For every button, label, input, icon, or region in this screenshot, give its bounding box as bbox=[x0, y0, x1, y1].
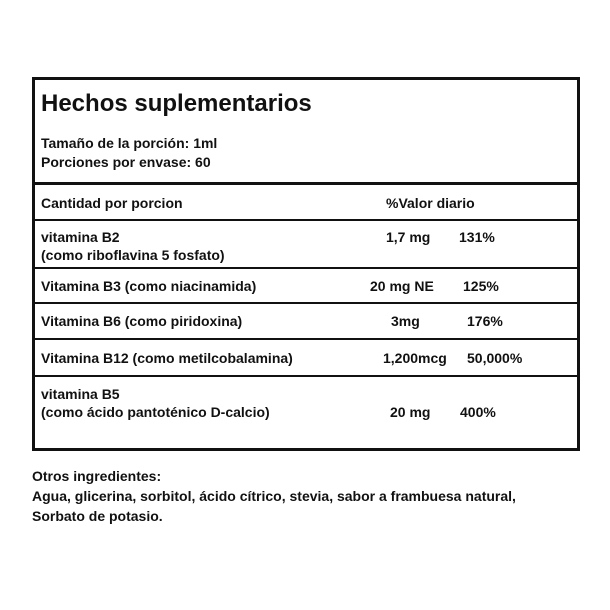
nutrient-name: Vitamina B3 (como niacinamida) bbox=[41, 278, 257, 294]
nutrient-name: Vitamina B12 (como metilcobalamina) bbox=[41, 350, 293, 366]
table-header-row bbox=[35, 185, 577, 221]
table-row bbox=[35, 269, 577, 304]
nutrient-amount: 20 mg NE bbox=[370, 278, 434, 294]
daily-value-header: %Valor diario bbox=[386, 195, 475, 211]
nutrient-amount: 20 mg bbox=[390, 404, 431, 420]
nutrient-name: vitamina B2 bbox=[41, 229, 120, 245]
nutrient-daily-value: 50,000% bbox=[467, 350, 523, 366]
amount-per-serving-header: Cantidad por porcion bbox=[41, 195, 183, 211]
servings-per-container: Porciones por envase: 60 bbox=[41, 154, 211, 170]
nutrient-form: (como riboflavina 5 fosfato) bbox=[41, 247, 225, 263]
nutrient-daily-value: 176% bbox=[467, 313, 503, 329]
table-row bbox=[35, 304, 577, 340]
nutrient-daily-value: 125% bbox=[463, 278, 499, 294]
nutrient-name: vitamina B5 bbox=[41, 386, 120, 402]
nutrient-daily-value: 131% bbox=[459, 229, 495, 245]
table-row bbox=[35, 340, 577, 377]
nutrient-amount: 1,200mcg bbox=[383, 350, 447, 366]
nutrient-amount: 3mg bbox=[391, 313, 420, 329]
serving-size: Tamaño de la porción: 1ml bbox=[41, 135, 218, 151]
nutrient-name: Vitamina B6 (como piridoxina) bbox=[41, 313, 243, 329]
other-ingredients-line: Agua, glicerina, sorbitol, ácido cítrico, stevia, sabor a frambuesa natural, bbox=[32, 488, 516, 504]
other-ingredients-line: Sorbato de potasio. bbox=[32, 508, 163, 524]
table-row bbox=[35, 377, 577, 448]
nutrient-amount: 1,7 mg bbox=[386, 229, 431, 245]
other-ingredients-heading: Otros ingredientes: bbox=[32, 468, 162, 484]
other-ingredients bbox=[32, 466, 592, 526]
facts-header bbox=[35, 80, 577, 185]
supplement-facts-panel bbox=[32, 77, 580, 451]
facts-title: Hechos suplementarios bbox=[41, 90, 312, 117]
nutrient-daily-value: 400% bbox=[460, 404, 496, 420]
table-row bbox=[35, 221, 577, 269]
nutrient-form: (como ácido pantoténico D-calcio) bbox=[41, 404, 270, 420]
